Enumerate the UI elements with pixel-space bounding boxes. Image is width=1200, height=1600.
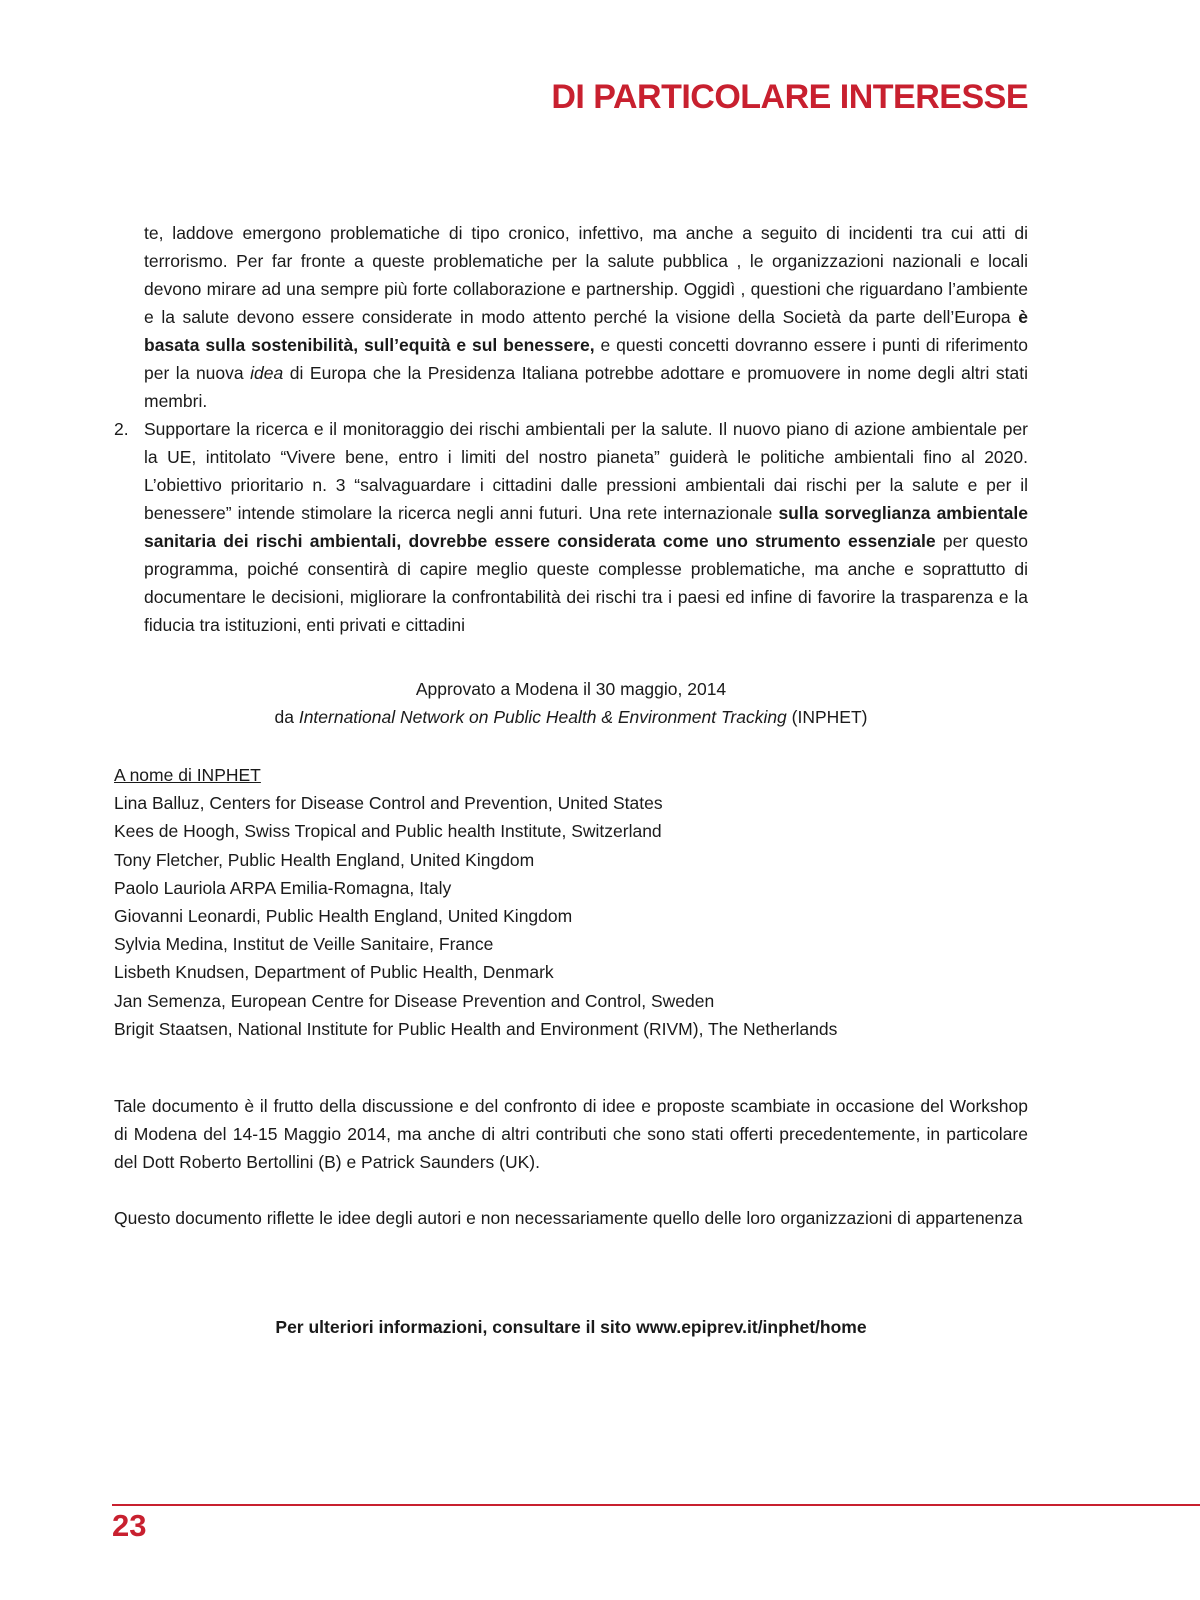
network-name: International Network on Public Health & Environment Tracking: [298, 707, 787, 727]
list-item: Lisbeth Knudsen, Department of Public Health, Denmark: [114, 962, 554, 983]
text-run: da: [274, 707, 299, 727]
signatories-heading: A nome di INPHET: [114, 765, 261, 785]
approval-statement: [114, 675, 1028, 731]
text-run: per questo programma, poiché consentirà di capire meglio queste complesse problematiche, ma anche e soprattutto di documentare le decisioni, migliorare la confrontabilità dei rischi tra i paesi ed infine di favorire la trasparenza e la fiducia tra istituzioni, enti privati e cittadini: [144, 531, 1028, 635]
footer-divider: [112, 1504, 1200, 1506]
numbered-item-2: [114, 415, 1028, 639]
workshop-paragraph: Tale documento è il frutto della discussione e del confronto di idee e proposte scambiate in occasione del Workshop di Modena del 14-15 Maggio 2014, ma anche di altri contributi che sono stati offerti precedentemente, in particolare del Dott Roberto Bertollini (B) e Patrick Saunders (UK).: [114, 1096, 1028, 1172]
list-item: Sylvia Medina, Institut de Veille Sanitaire, France: [114, 934, 494, 955]
list-item: Paolo Lauriola ARPA Emilia-Romagna, Italy: [114, 877, 452, 898]
signatories-section: [114, 761, 1028, 1043]
list-item: Jan Semenza, European Centre for Disease Prevention and Control, Sweden: [114, 990, 715, 1011]
page-number: 23: [112, 1508, 147, 1543]
bold-run: è basata sulla sostenibilità, sull’equità e sul benessere,: [144, 307, 1028, 355]
more-info-line: Per ulteriori informazioni, consultare il sito www.epiprev.it/inphet/home: [275, 1317, 867, 1337]
item-number: 2.: [114, 419, 129, 439]
list-item: Giovanni Leonardi, Public Health England, United Kingdom: [114, 906, 573, 927]
text-run: di Europa che la Presidenza Italiana potrebbe adottare e promuovere in nome degli altri stati membri.: [144, 363, 1028, 411]
approval-line-2: [114, 703, 1028, 731]
approval-line-1: Approvato a Modena il 30 maggio, 2014: [415, 679, 727, 699]
list-item: Kees de Hoogh, Swiss Tropical and Public health Institute, Switzerland: [114, 821, 662, 842]
section-header: DI PARTICOLARE INTERESSE: [551, 78, 1028, 116]
text-run: e questi concetti dovranno essere i punti di riferimento per la nuova: [144, 335, 1028, 383]
disclaimer-paragraph: Questo documento riflette le idee degli autori e non necessariamente quello delle loro organizzazioni di appartenenza: [114, 1208, 1023, 1228]
list-item: Lina Balluz, Centers for Disease Control and Prevention, United States: [114, 793, 663, 814]
text-run: Supportare la ricerca e il monitoraggio dei rischi ambientali per la salute. Il nuovo piano di azione ambientale per la UE, intitolato “Vivere bene, entro i limiti del nostro pianeta” guiderà le politiche ambientali fino al 2020. L’obiettivo prioritario n. 3 “salvaguardare i cittadini dalle pressioni ambientali dai rischi per la salute e per il benessere” intende stimolare la ricerca negli anni futuri. Una rete internazionale: [144, 419, 1028, 523]
text-run: te, laddove emergono problematiche di tipo cronico, infettivo, ma anche a seguito di incidenti tra cui atti di terrorismo. Per far fronte a queste problematiche per la salute pubblica , le organizzazioni nazionali e locali devono mirare ad una sempre più forte collaborazione e partnership. Oggidì , questioni che riguardano l’ambiente e la salute devono essere considerate in modo attento perché la visione della Società da parte dell’Europa: [144, 223, 1028, 327]
continuation-paragraph: [144, 219, 1028, 415]
italic-run: idea: [250, 363, 284, 383]
signatories-list: [114, 789, 1028, 1043]
item-text: [144, 415, 1028, 639]
list-item: Brigit Staatsen, National Institute for Public Health and Environment (RIVM), The Netherlands: [114, 1018, 838, 1039]
text-run: (INPHET): [786, 707, 868, 727]
bold-run: sulla sorveglianza ambientale sanitaria dei rischi ambientali, dovrebbe essere considerata come uno strumento essenziale: [144, 503, 1028, 551]
list-item: Tony Fletcher, Public Health England, United Kingdom: [114, 849, 535, 870]
